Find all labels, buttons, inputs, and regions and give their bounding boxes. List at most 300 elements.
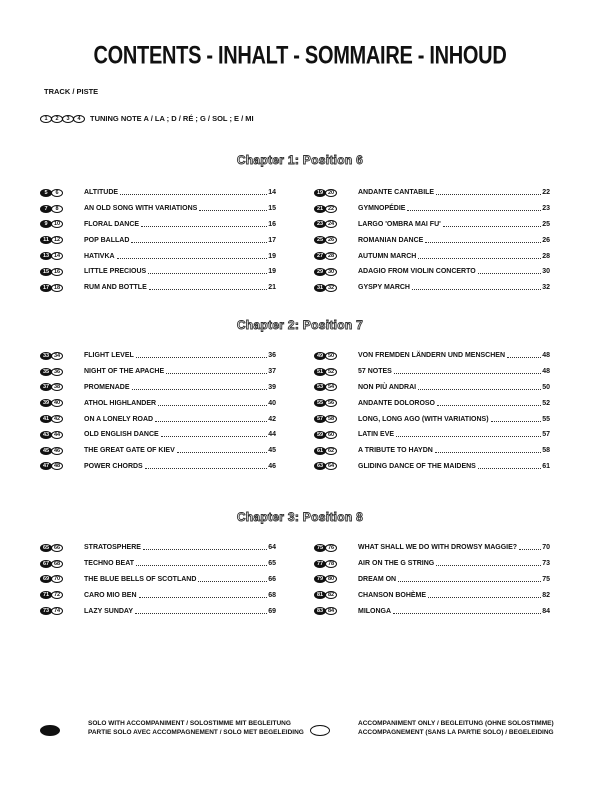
- solo-track-number: 43: [40, 431, 52, 439]
- leader-dots: [437, 399, 541, 406]
- contents-row: [40, 540, 276, 556]
- contents-row: [40, 201, 276, 217]
- piece-title: LITTLE PRECIOUS: [84, 268, 147, 276]
- piece-title: ATHOL HIGHLANDER: [84, 399, 157, 407]
- page-number: 42: [268, 415, 276, 423]
- leader-dots: [436, 188, 541, 195]
- piece-title: FLORAL DANCE: [84, 220, 140, 228]
- track-badges: [314, 560, 358, 568]
- legend-acc-line1: ACCOMPANIMENT ONLY / BEGLEITUNG (OHNE SOLOSTIMME): [358, 720, 554, 727]
- leader-dots: [491, 415, 542, 422]
- solo-track-number: 55: [314, 399, 326, 407]
- solo-track-number: 81: [314, 591, 326, 599]
- track-badges: [40, 220, 84, 228]
- contents-row: [40, 232, 276, 248]
- piece-title: A TRIBUTE TO HAYDN: [358, 447, 433, 455]
- solo-track-number: 51: [314, 368, 326, 376]
- solo-track-number: 83: [314, 607, 326, 615]
- page-number: 44: [268, 431, 276, 439]
- page-number: 28: [542, 252, 550, 260]
- leader-dots: [398, 575, 541, 582]
- page-number: 22: [542, 189, 550, 197]
- contents-row: [40, 395, 276, 411]
- track-badge: 4: [73, 115, 85, 123]
- page-number: 40: [268, 399, 276, 407]
- piece-title: GYMNOPÉDIE: [358, 205, 406, 213]
- solo-track-number: 19: [314, 189, 326, 197]
- piece-title: FLIGHT LEVEL: [84, 352, 134, 360]
- track-badges: [314, 431, 358, 439]
- solo-track-number: 17: [40, 284, 52, 292]
- contents-row: [314, 587, 550, 603]
- page-number: 57: [542, 431, 550, 439]
- chapter-2-left-list: [40, 348, 276, 474]
- leader-dots: [117, 252, 268, 259]
- leader-dots: [407, 204, 541, 211]
- contents-row: [40, 185, 276, 201]
- track-badges: [314, 607, 358, 615]
- piece-title: AUTUMN MARCH: [358, 252, 417, 260]
- contents-row: [314, 443, 550, 459]
- accompaniment-track-number: 16: [51, 268, 63, 276]
- track-badges: [314, 352, 358, 360]
- leader-dots: [177, 446, 267, 453]
- piece-title: ANDANTE DOLOROSO: [358, 399, 435, 407]
- solo-track-number: 33: [40, 352, 52, 360]
- solo-track-number: 65: [40, 544, 52, 552]
- accompaniment-track-number: 74: [51, 607, 63, 615]
- page-number: 61: [542, 462, 550, 470]
- accompaniment-track-number: 10: [51, 220, 63, 228]
- page-number: 52: [542, 399, 550, 407]
- track-badges: [40, 431, 84, 439]
- page-number: 65: [268, 560, 276, 568]
- solo-track-number: 15: [40, 268, 52, 276]
- solo-track-number: 31: [314, 284, 326, 292]
- leader-dots: [519, 543, 541, 550]
- solo-track-number: 27: [314, 252, 326, 260]
- solo-track-number: 47: [40, 462, 52, 470]
- page-number: 39: [268, 383, 276, 391]
- accompaniment-track-number: 66: [51, 544, 63, 552]
- accompaniment-track-number: 68: [51, 560, 63, 568]
- page-number: 75: [542, 575, 550, 583]
- accompaniment-track-number: 8: [51, 205, 63, 213]
- accompaniment-track-number: 52: [325, 368, 337, 376]
- chapter-2-heading: Chapter 2: Position 7: [236, 318, 364, 332]
- solo-track-number: 63: [314, 462, 326, 470]
- track-badges: [40, 268, 84, 276]
- leader-dots: [478, 462, 541, 469]
- solo-track-number: 67: [40, 560, 52, 568]
- track-badges: [314, 415, 358, 423]
- contents-row: [314, 459, 550, 475]
- solo-track-number: 79: [314, 575, 326, 583]
- leader-dots: [120, 188, 267, 195]
- contents-row: [314, 395, 550, 411]
- leader-dots: [394, 367, 541, 374]
- track-badges: [40, 352, 84, 360]
- contents-row: [40, 364, 276, 380]
- solo-track-number: 69: [40, 575, 52, 583]
- page-number: 17: [268, 236, 276, 244]
- contents-row: [40, 603, 276, 619]
- accompaniment-track-number: 14: [51, 252, 63, 260]
- solo-track-number: 77: [314, 560, 326, 568]
- legend-accompaniment: [358, 719, 554, 737]
- track-label: TRACK / PISTE: [44, 87, 99, 96]
- piece-title: HATIVKA: [84, 252, 115, 260]
- accompaniment-track-number: 34: [51, 352, 63, 360]
- leader-dots: [135, 607, 267, 614]
- contents-row: [40, 348, 276, 364]
- piece-title: THE BLUE BELLS OF SCOTLAND: [84, 575, 197, 583]
- piece-title: ROMANIAN DANCE: [358, 236, 424, 244]
- track-badges: [40, 415, 84, 423]
- leader-dots: [161, 430, 268, 437]
- piece-title: NIGHT OF THE APACHE: [84, 368, 165, 376]
- contents-row: [314, 572, 550, 588]
- accompaniment-track-number: 84: [325, 607, 337, 615]
- contents-row: [40, 380, 276, 396]
- track-badges: [40, 383, 84, 391]
- track-badge: 1: [40, 115, 52, 123]
- chapter-3-heading: Chapter 3: Position 8: [236, 510, 364, 524]
- accompaniment-track-number: 18: [51, 284, 63, 292]
- leader-dots: [155, 415, 267, 422]
- track-badges: [314, 368, 358, 376]
- solo-track-number: 49: [314, 352, 326, 360]
- contents-row: [40, 572, 276, 588]
- page-number: 48: [542, 368, 550, 376]
- accompaniment-track-number: 78: [325, 560, 337, 568]
- solo-track-number: 73: [40, 607, 52, 615]
- accompaniment-track-number: 20: [325, 189, 337, 197]
- accompaniment-track-number: 50: [325, 352, 337, 360]
- piece-title: DREAM ON: [358, 575, 397, 583]
- page-number: 19: [268, 268, 276, 276]
- accompaniment-track-number: 76: [325, 544, 337, 552]
- leader-dots: [418, 383, 541, 390]
- piece-title: POP BALLAD: [84, 236, 130, 244]
- leader-dots: [149, 283, 267, 290]
- track-badge: 3: [62, 115, 74, 123]
- contents-row: [314, 217, 550, 233]
- track-badges: [40, 544, 84, 552]
- page-number: 46: [268, 462, 276, 470]
- contents-row: [40, 217, 276, 233]
- piece-title: GLIDING DANCE OF THE MAIDENS: [358, 462, 476, 470]
- track-badges: [40, 607, 84, 615]
- page-number: 48: [542, 352, 550, 360]
- track-badges: [40, 189, 84, 197]
- contents-row: [40, 248, 276, 264]
- track-badges: [40, 236, 84, 244]
- legend-acc-line2: ACCOMPAGNEMENT (SANS LA PARTIE SOLO) / BEGELEIDING: [358, 729, 554, 736]
- piece-title: PROMENADE: [84, 383, 130, 391]
- track-badges: [314, 462, 358, 470]
- track-badges: [40, 447, 84, 455]
- solo-track-number: 39: [40, 399, 52, 407]
- legend-solo-line1: SOLO WITH ACCOMPANIMENT / SOLOSTIMME MIT BEGLEITUNG: [88, 720, 291, 727]
- leader-dots: [435, 446, 541, 453]
- page-number: 73: [542, 560, 550, 568]
- legend-solo: [88, 719, 304, 737]
- leader-dots: [158, 399, 267, 406]
- piece-title: VON FREMDEN LÄNDERN UND MENSCHEN: [358, 352, 506, 360]
- contents-row: [40, 443, 276, 459]
- track-badges: [314, 189, 358, 197]
- track-badges: [314, 447, 358, 455]
- page-number: 15: [268, 205, 276, 213]
- contents-row: [314, 201, 550, 217]
- track-badges: [40, 591, 84, 599]
- page-number: 19: [268, 252, 276, 260]
- track-badges: [314, 236, 358, 244]
- page-number: 36: [268, 352, 276, 360]
- piece-title: STRATOSPHERE: [84, 544, 141, 552]
- contents-row: [40, 264, 276, 280]
- leader-dots: [139, 591, 268, 598]
- page-number: 69: [268, 607, 276, 615]
- accompaniment-track-icon: [310, 725, 330, 736]
- accompaniment-track-number: 70: [51, 575, 63, 583]
- accompaniment-track-number: 80: [325, 575, 337, 583]
- page-number: 32: [542, 284, 550, 292]
- track-badges: [314, 383, 358, 391]
- accompaniment-track-number: 22: [325, 205, 337, 213]
- contents-row: [314, 603, 550, 619]
- leader-dots: [136, 559, 267, 566]
- contents-row: [314, 540, 550, 556]
- track-badges: [40, 399, 84, 407]
- page-number: 23: [542, 205, 550, 213]
- accompaniment-track-number: 48: [51, 462, 63, 470]
- solo-track-number: 5: [40, 189, 52, 197]
- contents-row: [314, 248, 550, 264]
- solo-track-number: 21: [314, 205, 326, 213]
- solo-track-number: 25: [314, 236, 326, 244]
- page-number: 82: [542, 591, 550, 599]
- solo-track-number: 75: [314, 544, 326, 552]
- piece-title: LAZY SUNDAY: [84, 607, 134, 615]
- piece-title: AIR ON THE G STRING: [358, 560, 435, 568]
- leader-dots: [478, 267, 541, 274]
- chapter-3-left-list: [40, 540, 276, 619]
- track-badges: [40, 368, 84, 376]
- leader-dots: [199, 204, 267, 211]
- accompaniment-track-number: 56: [325, 399, 337, 407]
- solo-track-number: 35: [40, 368, 52, 376]
- leader-dots: [198, 575, 267, 582]
- contents-row: [40, 459, 276, 475]
- piece-title: WHAT SHALL WE DO WITH DROWSY MAGGIE?: [358, 544, 518, 552]
- chapter-1-left-list: [40, 185, 276, 296]
- chapter-2-right-list: [314, 348, 550, 474]
- track-badges: [314, 268, 358, 276]
- track-badges: [40, 560, 84, 568]
- page-number: 70: [542, 544, 550, 552]
- page-number: 66: [268, 575, 276, 583]
- accompaniment-track-number: 28: [325, 252, 337, 260]
- chapter-3-right-list: [314, 540, 550, 619]
- piece-title: LARGO 'OMBRA MAI FU': [358, 220, 441, 228]
- accompaniment-track-number: 6: [51, 189, 63, 197]
- leader-dots: [141, 220, 267, 227]
- leader-dots: [418, 252, 541, 259]
- solo-track-number: 59: [314, 431, 326, 439]
- piece-title: GYSPY MARCH: [358, 284, 410, 292]
- accompaniment-track-number: 12: [51, 236, 63, 244]
- track-badges: [40, 284, 84, 292]
- contents-row: [314, 380, 550, 396]
- page-number: 50: [542, 383, 550, 391]
- contents-row: [314, 232, 550, 248]
- contents-row: [314, 427, 550, 443]
- piece-title: CARO MIO BEN: [84, 591, 137, 599]
- solo-track-number: 41: [40, 415, 52, 423]
- accompaniment-track-number: 30: [325, 268, 337, 276]
- piece-title: CHANSON BOHÈME: [358, 591, 427, 599]
- contents-row: [40, 427, 276, 443]
- contents-row: [40, 587, 276, 603]
- piece-title: ADAGIO FROM VIOLIN CONCERTO: [358, 268, 476, 276]
- accompaniment-track-number: 82: [325, 591, 337, 599]
- accompaniment-track-number: 40: [51, 399, 63, 407]
- solo-track-number: 13: [40, 252, 52, 260]
- page-number: 68: [268, 591, 276, 599]
- solo-track-number: 57: [314, 415, 326, 423]
- leader-dots: [143, 543, 267, 550]
- track-badges: [40, 252, 84, 260]
- track-badges: [314, 544, 358, 552]
- leader-dots: [393, 607, 541, 614]
- page-number: 37: [268, 368, 276, 376]
- piece-title: AN OLD SONG WITH VARIATIONS: [84, 205, 198, 213]
- contents-row: [40, 411, 276, 427]
- accompaniment-track-number: 32: [325, 284, 337, 292]
- piece-title: POWER CHORDS: [84, 462, 143, 470]
- leader-dots: [412, 283, 541, 290]
- accompaniment-track-number: 44: [51, 431, 63, 439]
- piece-title: LATIN EVE: [358, 431, 395, 439]
- leader-dots: [145, 462, 267, 469]
- leader-dots: [132, 383, 268, 390]
- accompaniment-track-number: 42: [51, 415, 63, 423]
- accompaniment-track-number: 46: [51, 447, 63, 455]
- solo-track-number: 37: [40, 383, 52, 391]
- piece-title: ALTITUDE: [84, 189, 119, 197]
- contents-row: [314, 185, 550, 201]
- accompaniment-track-number: 24: [325, 220, 337, 228]
- leader-dots: [131, 236, 267, 243]
- track-badge: 2: [51, 115, 63, 123]
- accompaniment-track-number: 60: [325, 431, 337, 439]
- contents-row: [314, 411, 550, 427]
- page-number: 45: [268, 447, 276, 455]
- solo-track-number: 29: [314, 268, 326, 276]
- solo-track-number: 61: [314, 447, 326, 455]
- track-badges: [314, 575, 358, 583]
- page-number: 25: [542, 220, 550, 228]
- page-number: 58: [542, 447, 550, 455]
- page-number: 30: [542, 268, 550, 276]
- accompaniment-track-number: 64: [325, 462, 337, 470]
- solo-track-number: 9: [40, 220, 52, 228]
- accompaniment-track-number: 72: [51, 591, 63, 599]
- piece-title: ON A LONELY ROAD: [84, 415, 154, 423]
- solo-track-number: 11: [40, 236, 52, 244]
- track-badges: [40, 575, 84, 583]
- solo-track-number: 23: [314, 220, 326, 228]
- track-badges: [40, 462, 84, 470]
- leader-dots: [396, 430, 541, 437]
- leader-dots: [425, 236, 541, 243]
- accompaniment-track-number: 36: [51, 368, 63, 376]
- page-number: 26: [542, 236, 550, 244]
- tuning-note-text: TUNING NOTE A / LA ; D / RÉ ; G / SOL ; E / MI: [90, 114, 254, 123]
- accompaniment-track-number: 58: [325, 415, 337, 423]
- page-number: 16: [268, 220, 276, 228]
- leader-dots: [443, 220, 541, 227]
- accompaniment-track-number: 38: [51, 383, 63, 391]
- chapter-1-right-list: [314, 185, 550, 296]
- leader-dots: [136, 351, 267, 358]
- leader-dots: [166, 367, 267, 374]
- page-number: 21: [268, 284, 276, 292]
- contents-row: [314, 348, 550, 364]
- piece-title: ANDANTE CANTABILE: [358, 189, 435, 197]
- piece-title: RUM AND BOTTLE: [84, 284, 147, 292]
- leader-dots: [507, 351, 541, 358]
- track-badges: [314, 284, 358, 292]
- piece-title: MILONGA: [358, 607, 392, 615]
- track-badges: [314, 220, 358, 228]
- page-number: 14: [268, 189, 276, 197]
- piece-title: OLD ENGLISH DANCE: [84, 431, 159, 439]
- solo-track-icon: [40, 725, 60, 736]
- piece-title: LONG, LONG AGO (WITH VARIATIONS): [358, 415, 489, 423]
- piece-title: TECHNO BEAT: [84, 560, 135, 568]
- piece-title: NON PIÙ ANDRAI: [358, 383, 417, 391]
- solo-track-number: 45: [40, 447, 52, 455]
- leader-dots: [428, 591, 541, 598]
- page-title: CONTENTS - INHALT - SOMMAIRE - INHOUD: [93, 42, 507, 70]
- track-badges: [40, 205, 84, 213]
- contents-row: [314, 280, 550, 296]
- track-badges: [314, 591, 358, 599]
- contents-row: [314, 264, 550, 280]
- track-badges: [314, 252, 358, 260]
- page-number: 55: [542, 415, 550, 423]
- piece-title: 57 NOTES: [358, 368, 392, 376]
- chapter-1-heading: Chapter 1: Position 6: [236, 153, 364, 167]
- track-badges: [314, 399, 358, 407]
- accompaniment-track-number: 54: [325, 383, 337, 391]
- solo-track-number: 71: [40, 591, 52, 599]
- tuning-note-row: [40, 114, 254, 123]
- contents-row: [40, 556, 276, 572]
- leader-dots: [148, 267, 267, 274]
- track-badges: [314, 205, 358, 213]
- leader-dots: [436, 559, 541, 566]
- contents-row: [40, 280, 276, 296]
- accompaniment-track-number: 62: [325, 447, 337, 455]
- page-number: 64: [268, 544, 276, 552]
- contents-row: [314, 556, 550, 572]
- piece-title: THE GREAT GATE OF KIEV: [84, 447, 175, 455]
- contents-row: [314, 364, 550, 380]
